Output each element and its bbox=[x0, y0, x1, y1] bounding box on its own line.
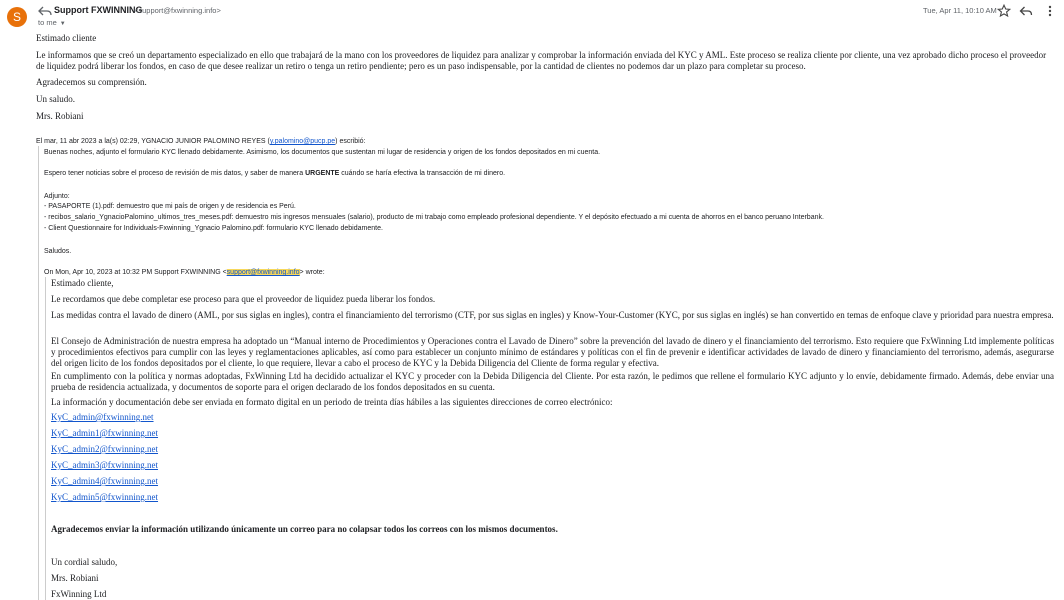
signature-company: FxWinning Ltd bbox=[51, 589, 107, 599]
chevron-down-icon[interactable]: ▼ bbox=[59, 21, 66, 27]
quote-header-2 bbox=[44, 268, 325, 277]
quote2-greeting: Estimado cliente, bbox=[51, 278, 114, 288]
attachments-label: Adjunto: bbox=[44, 193, 70, 200]
quote-header-text: > wrote: bbox=[299, 269, 325, 276]
reply-arrow-icon bbox=[38, 5, 52, 17]
quote-header bbox=[36, 137, 366, 146]
message-salute: Un saludo. bbox=[36, 94, 75, 104]
quote2-paragraph: La información y documentación debe ser enviada en formato digital en un periodo de treinta días hábiles a las siguientes direcciones de correo electrónico: bbox=[51, 397, 613, 407]
message-thanks: Agradecemos su comprensión. bbox=[36, 77, 147, 87]
quote2-paragraph: Las medidas contra el lavado de dinero (AML, por sus siglas en ingles), contra el financiamiento del terrorismo (CTF, por sus siglas en ingles) y Know-Your-Customer (KYC, por sus siglas en inglés) se han convertido en temas de enfoque clave y prioridad para nuestra empresa. bbox=[51, 310, 1054, 320]
quote-bar bbox=[45, 277, 46, 600]
kyc-email-link[interactable]: KyC_admin@fxwinning.net bbox=[51, 412, 154, 422]
sender-avatar[interactable]: S bbox=[7, 7, 27, 27]
quote-line-text: Espero tener noticias sobre el proceso de revisión de mis datos, y saber de manera bbox=[44, 170, 306, 177]
attachment-item: - PASAPORTE (1).pdf: demuestro que mi país de origen y de residencia es Perú. bbox=[44, 203, 296, 210]
kyc-email-link[interactable]: KyC_admin3@fxwinning.net bbox=[51, 460, 159, 470]
more-options-icon[interactable] bbox=[1043, 4, 1057, 18]
recipient-details[interactable] bbox=[38, 18, 66, 27]
kyc-email-link[interactable]: KyC_admin4@fxwinning.net bbox=[51, 476, 159, 486]
to-me-label: to me bbox=[38, 18, 57, 27]
kyc-email-link[interactable]: KyC_admin1@fxwinning.net bbox=[51, 428, 159, 438]
attachment-item: - recibos_salario_YgnacioPalomino_ultimos_tres_meses.pdf: demuestro mis ingresos mensuales (salario), producto de mi trabajo como empleado profesional dependiente. Y el depósito efectuado a mi cuenta de ahorros en el banco peruano Interbank. bbox=[44, 214, 824, 221]
message-header bbox=[0, 0, 1064, 30]
closing: Un cordial saludo, bbox=[51, 557, 118, 567]
sender-name[interactable]: Support FXWINNING bbox=[54, 5, 143, 15]
quote2-paragraph: Le recordamos que debe completar ese proceso para que el proveedor de liquidez pueda liberar los fondos. bbox=[51, 294, 436, 304]
quote-line: Buenas noches, adjunto el formulario KYC llenado debidamente. Asimismo, los documentos que sustentan mi lugar de residencia y origen de los fondos depositados en mi cuenta. bbox=[44, 149, 601, 156]
urgent-text: URGENTE bbox=[305, 170, 340, 177]
bold-note: Agradecemos enviar la información utilizando únicamente un correo para no colapsar todos los correos con los mismos documentos. bbox=[51, 524, 558, 534]
support-email-link[interactable]: support@fxwinning.info bbox=[226, 269, 300, 276]
signature-name: Mrs. Robiani bbox=[51, 573, 99, 583]
quote2-paragraph: En cumplimento con la política y normas adoptadas, FxWinning Ltd ha decidido actualizar el KYC y proceder con la Debida Diligencia del Cliente. Por esta razón, le pedimos que rellene el formulario KYC adjunto y lo envíe, debidamente firmado. Además, debe enviar una prueba de residencia actualizada, y documentos de soporte para el origen declarado de los fondos depositados en su cuenta. bbox=[51, 371, 1054, 392]
quote-saludos: Saludos. bbox=[44, 248, 72, 255]
reply-icon[interactable] bbox=[1019, 4, 1033, 18]
message-date: Tue, Apr 11, 10:10 AM bbox=[923, 6, 997, 15]
quote-header-text: ) escribió: bbox=[335, 138, 366, 145]
quote-header-text: El mar, 11 abr 2023 a la(s) 02:29, YGNACIO JUNIOR PALOMINO REYES ( bbox=[36, 138, 270, 145]
quote-bar bbox=[38, 146, 39, 600]
quote-sender-email-link[interactable]: y.palomino@pucp.pe bbox=[269, 138, 336, 145]
sender-email: <support@fxwinning.info> bbox=[134, 6, 221, 15]
star-icon[interactable] bbox=[997, 4, 1011, 18]
quote-header-text: On Mon, Apr 10, 2023 at 10:32 PM Support FXWINNING < bbox=[44, 269, 227, 276]
kyc-email-link[interactable]: KyC_admin5@fxwinning.net bbox=[51, 492, 159, 502]
message-paragraph: Le informamos que se creó un departamento especializado en ello que trabajará de la mano con los proveedores de liquidez para analizar y comprobar la información enviada del KYC y AML. Este proceso se realiza cliente por cliente, una vez aprobado dicho proceso el proveedor bbox=[36, 50, 1047, 60]
attachment-item: - Client Questionnaire for Individuals-Fxwinning_Ygnacio Palomino.pdf: formulario KYC llenado debidamente. bbox=[44, 225, 383, 232]
kyc-email-link[interactable]: KyC_admin2@fxwinning.net bbox=[51, 444, 159, 454]
quote-line-text: cuándo se haría efectiva la transacción de mi dinero. bbox=[339, 170, 506, 177]
quote-line bbox=[44, 169, 505, 178]
message-paragraph: de liquidez podrá liberar los fondos, en caso de que desee realizar un retiro o tenga un retiro pendiente; pero es un paso indispensable, por la cantidad de clientes no podemos dar un plazo para completar su proceso. bbox=[36, 61, 806, 71]
message-signature: Mrs. Robiani bbox=[36, 111, 84, 121]
quote2-paragraph: El Consejo de Administración de nuestra empresa ha adoptado un “Manual interno de Procedimientos y Operaciones contra el Lavado de Dinero” sobre la prevención del lavado de dinero y el financiamiento del terrorismo. Esto requiere que FxWinning Ltd implemente políticas y procedimientos efectivos para cumplir con las leyes y reglamentaciones aplicables, así como para establecer un conjunto mínimo de estándares y políticas con el fin de prevenir e identificar actividades de lavado de dinero y financiamiento del terrorismo, además, asegurarse del origen licito de los fondos depositados por el cliente, lo que requiere, llevar a cabo el proceso de KYC y la Debida Diligencia del Cliente de forma regular y efectiva. bbox=[51, 336, 1054, 368]
greeting: Estimado cliente bbox=[36, 33, 97, 43]
